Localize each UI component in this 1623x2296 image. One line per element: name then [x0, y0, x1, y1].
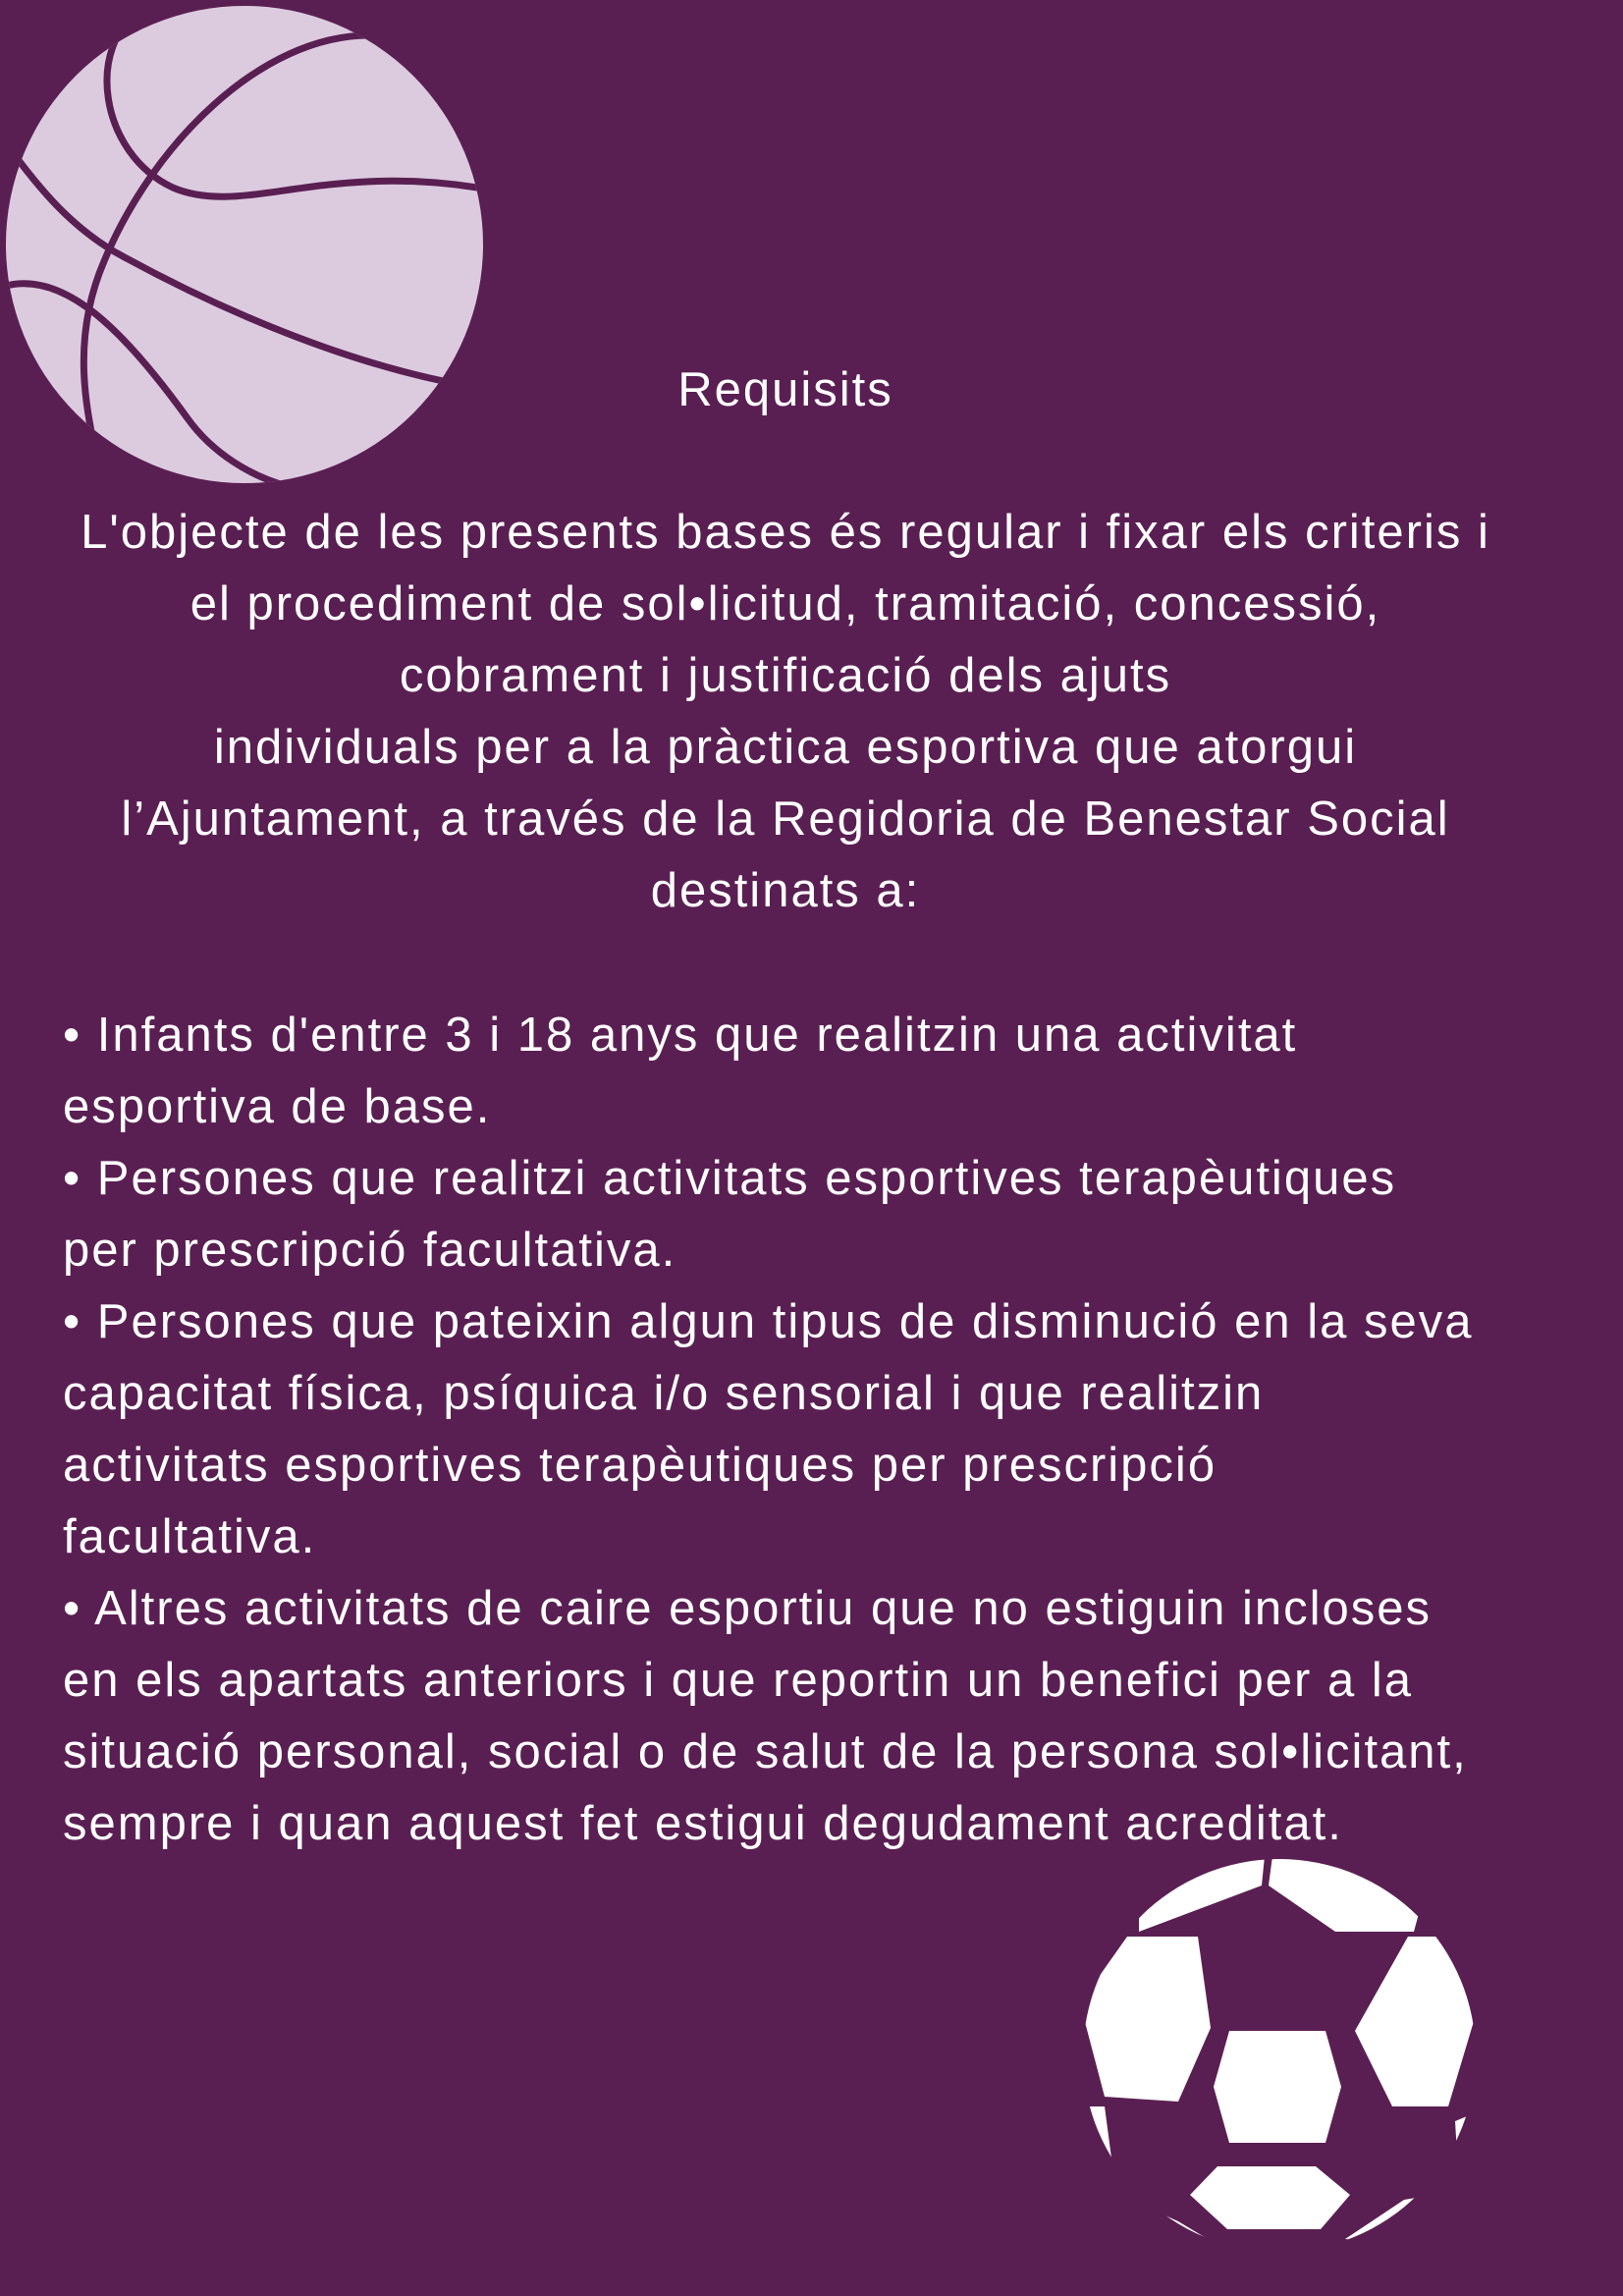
list-item-line: activitats esportives terapèutiques per prescripció	[63, 1439, 1217, 1492]
list-item	[63, 1000, 1595, 1143]
list-item-line: • Infants d'entre 3 i 18 anys que realitzin una activitat	[63, 1009, 1298, 1062]
requirements-list	[63, 1000, 1595, 1860]
list-item-line: per prescripció facultativa.	[63, 1224, 677, 1277]
page-title: Requisits	[677, 363, 893, 416]
intro-line: individuals per a la pràctica esportiva que atorgui	[213, 721, 1358, 774]
intro-line: destinats a:	[650, 864, 921, 917]
intro-line: l’Ajuntament, a través de la Regidoria de Benestar Social	[121, 793, 1450, 846]
list-item-line: • Altres activitats de caire esportiu que no estiguin incloses	[63, 1582, 1433, 1635]
list-item	[63, 1143, 1595, 1286]
soccer-ball-icon	[1080, 1856, 1479, 2255]
list-item-line: sempre i quan aquest fet estigui degudament acreditat.	[63, 1797, 1343, 1850]
list-item-line: situació personal, social o de salut de la persona sol•licitant,	[63, 1725, 1468, 1778]
list-item	[63, 1573, 1595, 1860]
list-item-line: capacitat física, psíquica i/o sensorial i que realitzin	[63, 1367, 1265, 1420]
list-item-line: • Persones que realitzi activitats esportives terapèutiques	[63, 1152, 1397, 1205]
list-item	[63, 1286, 1595, 1573]
intro-line: cobrament i justificació dels ajuts	[399, 649, 1172, 702]
intro-line: el procediment de sol•licitud, tramitació, concessió,	[189, 577, 1381, 630]
list-item-line: esportiva de base.	[63, 1080, 492, 1133]
intro-paragraph	[39, 497, 1532, 927]
list-item-line: facultativa.	[63, 1510, 317, 1563]
list-item-line: en els apartats anteriors i que reportin un benefici per a la	[63, 1654, 1413, 1707]
intro-line: L'objecte de les presents bases és regular i fixar els criteris i	[81, 506, 1490, 559]
list-item-line: • Persones que pateixin algun tipus de disminució en la seva	[63, 1295, 1474, 1348]
